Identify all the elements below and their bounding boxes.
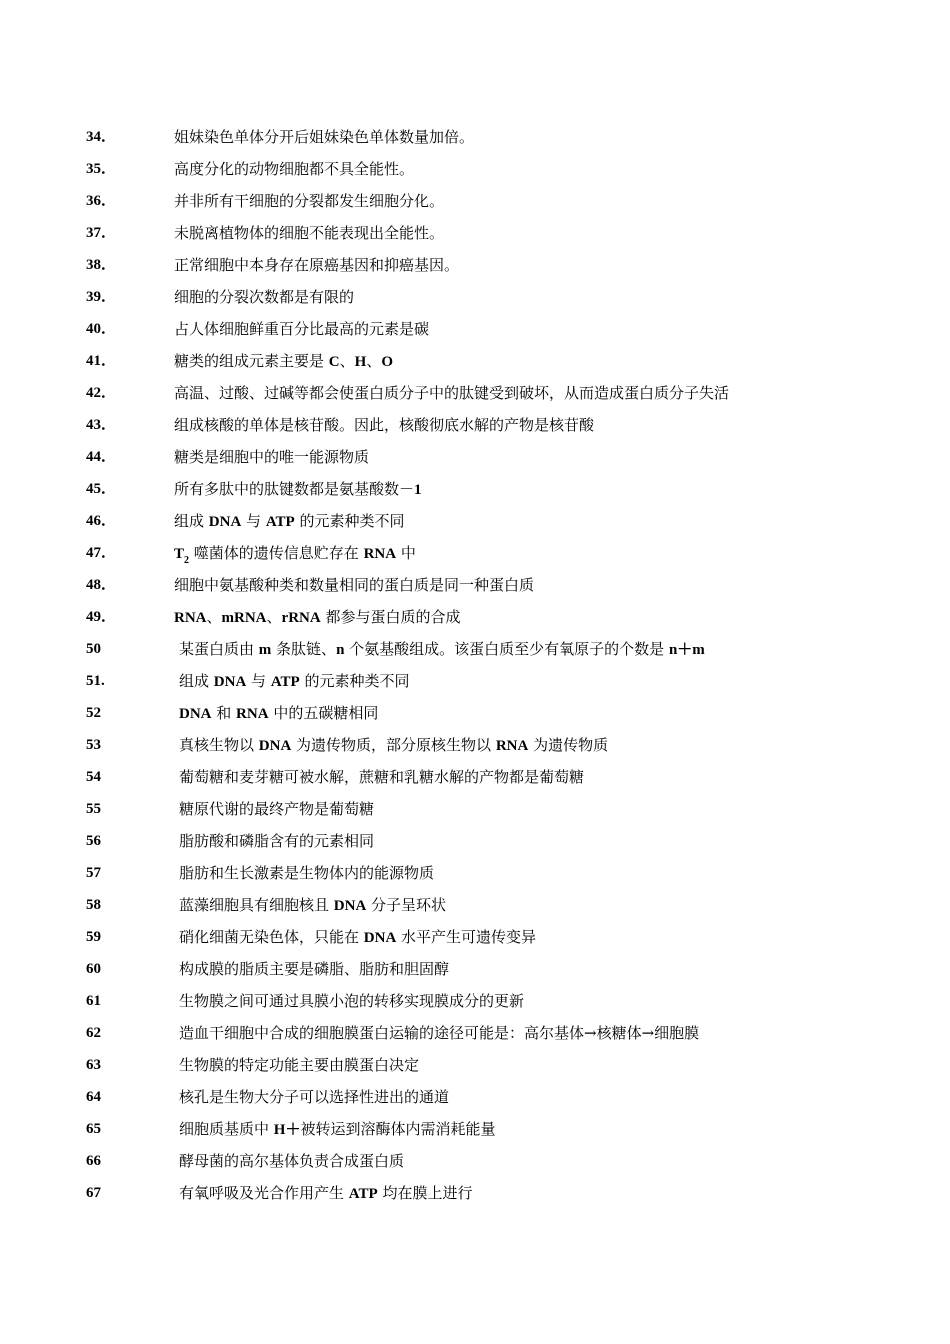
list-item: [0, 697, 950, 729]
bold-term: DNA: [179, 706, 212, 722]
list-item: [0, 889, 950, 921]
list-item: [0, 729, 950, 761]
list-item: [0, 409, 950, 441]
item-text: [179, 793, 374, 825]
item-number: 39．: [86, 289, 117, 305]
item-number: 48．: [86, 577, 117, 593]
item-number: 35．: [86, 161, 117, 177]
bold-term: DNA: [363, 930, 397, 946]
list-item: [0, 665, 950, 697]
text-segment: 细胞中氨基酸种类和数量相同的蛋白质是同一种蛋白质: [174, 576, 535, 594]
text-segment: 正常细胞中本身存在原癌基因和抑癌基因。: [174, 256, 460, 274]
item-number: 63: [86, 1057, 101, 1073]
text-segment: 组成: [179, 672, 214, 690]
item-number: 49．: [86, 609, 117, 625]
list-item: [0, 1081, 950, 1113]
item-text: [179, 1049, 419, 1081]
text-segment: 占人体细胞鲜重百分比最高的元素是碳: [174, 320, 430, 338]
bold-term: O: [381, 354, 393, 370]
list-item: [0, 345, 950, 377]
bold-term: T: [174, 546, 185, 562]
bold-term: n＋m: [668, 642, 705, 658]
bold-term: H: [354, 354, 367, 370]
text-segment: 所有多肽中的肽键数都是氨基酸数－: [174, 480, 415, 498]
item-number: 36．: [86, 193, 117, 209]
item-text: [174, 569, 534, 601]
item-number: 47．: [86, 545, 117, 561]
text-segment: 的元素种类不同: [294, 512, 405, 530]
list-item: [0, 537, 950, 569]
bold-term: ATP: [270, 674, 300, 690]
item-number: 43．: [86, 417, 117, 433]
text-segment: 葡萄糖和麦芽糖可被水解，蔗糖和乳糖水解的产物都是葡萄糖: [179, 768, 585, 786]
text-segment: 糖类的组成元素主要是: [174, 352, 329, 370]
item-text: [174, 185, 444, 217]
list-item: [0, 249, 950, 281]
item-text: [179, 857, 434, 889]
list-item: [0, 217, 950, 249]
item-text: [179, 633, 705, 666]
bold-term: m: [258, 642, 272, 658]
item-number: 46．: [86, 513, 117, 529]
bold-term: RNA: [363, 546, 397, 562]
text-segment: 的元素种类不同: [299, 672, 410, 690]
list-item: [0, 121, 950, 153]
text-segment: 被转运到溶酶体内需消耗能量: [300, 1120, 496, 1138]
item-text: [179, 1017, 699, 1049]
text-segment: 和: [211, 704, 237, 722]
list-item: [0, 1145, 950, 1177]
item-number: 62: [86, 1025, 101, 1041]
text-segment: 中: [396, 544, 416, 562]
item-text: [174, 249, 459, 281]
item-text: [174, 313, 429, 345]
text-segment: 高温、过酸、过碱等都会使蛋白质分子中的肽键受到破坏，从而造成蛋白质分子失活: [174, 384, 730, 402]
text-segment: 真核生物以: [179, 736, 259, 754]
item-number: 64: [86, 1089, 101, 1105]
bold-term: ATP: [348, 1186, 378, 1202]
statement-list: [0, 121, 950, 1209]
text-segment: 为遗传物质: [528, 736, 609, 754]
list-item: [0, 153, 950, 185]
text-segment: 某蛋白质由: [179, 640, 259, 658]
text-segment: 脂肪酸和磷脂含有的元素相同: [179, 832, 375, 850]
text-segment: 并非所有干细胞的分裂都发生细胞分化。: [174, 192, 445, 210]
list-item: [0, 281, 950, 313]
item-text: [174, 377, 729, 409]
item-number: 40．: [86, 321, 117, 337]
item-number: 38．: [86, 257, 117, 273]
text-segment: 组成: [174, 512, 209, 530]
item-text: [179, 761, 584, 793]
text-segment: 糖原代谢的最终产物是葡萄糖: [179, 800, 375, 818]
item-text: [174, 281, 354, 313]
item-text: [174, 153, 414, 185]
list-item: [0, 633, 950, 665]
item-number: 59: [86, 929, 101, 945]
item-text: [174, 473, 422, 506]
text-segment: 分子呈环状: [366, 896, 447, 914]
item-number: 67: [86, 1185, 101, 1201]
item-text: [179, 889, 446, 922]
bold-term: DNA: [213, 674, 247, 690]
item-text: [174, 441, 369, 473]
list-item: [0, 793, 950, 825]
item-text: [179, 729, 608, 762]
list-item: [0, 921, 950, 953]
text-segment: 生物膜的特定功能主要由膜蛋白决定: [179, 1056, 420, 1074]
text-segment: 组成核酸的单体是核苷酸。因此，核酸彻底水解的产物是核苷酸: [174, 416, 595, 434]
text-segment: 水平产生可遗传变异: [396, 928, 537, 946]
item-number: 41．: [86, 353, 117, 369]
item-number: 51.: [86, 673, 105, 689]
item-number: 42．: [86, 385, 117, 401]
item-text: [179, 1177, 472, 1210]
item-text: [174, 345, 393, 378]
text-segment: 细胞的分裂次数都是有限的: [174, 288, 355, 306]
item-text: [179, 825, 374, 857]
list-item: [0, 601, 950, 633]
text-segment: 细胞质基质中: [179, 1120, 274, 1138]
item-number: 54: [86, 769, 101, 785]
text-segment: 条肽链、: [271, 640, 337, 658]
item-number: 50: [86, 641, 101, 657]
item-number: 37．: [86, 225, 117, 241]
text-segment: 构成膜的脂质主要是磷脂、脂肪和胆固醇: [179, 960, 450, 978]
item-text: [179, 1113, 495, 1146]
list-item: [0, 377, 950, 409]
item-number: 61: [86, 993, 101, 1009]
item-text: [179, 665, 410, 698]
list-item: [0, 185, 950, 217]
item-text: [179, 953, 449, 985]
text-segment: 有氧呼吸及光合作用产生: [179, 1184, 349, 1202]
bold-term: rRNA: [281, 610, 321, 626]
list-item: [0, 569, 950, 601]
text-segment: 高度分化的动物细胞都不具全能性。: [174, 160, 415, 178]
text-segment: 、: [366, 352, 382, 370]
item-number: 56: [86, 833, 101, 849]
item-number: 44．: [86, 449, 117, 465]
text-segment: 与: [246, 672, 271, 690]
list-item: [0, 505, 950, 537]
bold-term: mRNA: [221, 610, 267, 626]
item-text: [179, 697, 378, 730]
item-number: 66: [86, 1153, 101, 1169]
text-segment: 个氨基酸组成。该蛋白质至少有氧原子的个数是: [344, 640, 669, 658]
list-item: [0, 1049, 950, 1081]
list-item: [0, 953, 950, 985]
item-number: 53: [86, 737, 101, 753]
text-segment: 噬菌体的遗传信息贮存在: [189, 544, 364, 562]
item-text: [174, 505, 405, 538]
text-segment: 酵母菌的高尔基体负责合成蛋白质: [179, 1152, 405, 1170]
list-item: [0, 1177, 950, 1209]
list-item: [0, 313, 950, 345]
text-segment: 均在膜上进行: [377, 1184, 473, 1202]
text-segment: 硝化细菌无染色体，只能在: [179, 928, 364, 946]
text-segment: 都参与蛋白质的合成: [320, 608, 461, 626]
bold-term: C: [328, 354, 340, 370]
item-text: [179, 921, 536, 954]
text-segment: 核孔是生物大分子可以选择性进出的通道: [179, 1088, 450, 1106]
item-text: [174, 217, 444, 249]
text-segment: 蓝藻细胞具有细胞核且: [179, 896, 334, 914]
text-segment: 脂肪和生长激素是生物体内的能源物质: [179, 864, 435, 882]
text-segment: 中的五碳糖相同: [268, 704, 379, 722]
list-item: [0, 825, 950, 857]
list-item: [0, 761, 950, 793]
item-number: 34．: [86, 129, 117, 145]
list-item: [0, 857, 950, 889]
list-item: [0, 985, 950, 1017]
bold-term: ATP: [265, 514, 295, 530]
bold-term: RNA: [174, 610, 207, 626]
text-segment: 、: [266, 608, 282, 626]
subscript-text: 2: [184, 555, 190, 566]
item-number: 60: [86, 961, 101, 977]
bold-term: DNA: [333, 898, 367, 914]
item-number: 52: [86, 705, 101, 721]
text-segment: 姐妹染色单体分开后姐妹染色单体数量加倍。: [174, 128, 475, 146]
text-segment: 造血干细胞中合成的细胞膜蛋白运输的途径可能是：高尔基体→核糖体→细胞膜: [179, 1024, 700, 1042]
bold-term: RNA: [236, 706, 269, 722]
bold-term: 1: [414, 482, 422, 498]
bold-term: DNA: [258, 738, 292, 754]
bold-term: n: [336, 642, 345, 658]
list-item: [0, 1113, 950, 1145]
text-segment: 糖类是细胞中的唯一能源物质: [174, 448, 370, 466]
text-segment: 生物膜之间可通过具膜小泡的转移实现膜成分的更新: [179, 992, 525, 1010]
bold-term: DNA: [208, 514, 242, 530]
list-item: [0, 473, 950, 505]
item-text: [174, 409, 594, 441]
item-number: 45．: [86, 481, 117, 497]
item-text: [174, 121, 474, 153]
item-number: 65: [86, 1121, 101, 1137]
item-text: [179, 1081, 449, 1113]
bold-term: RNA: [495, 738, 529, 754]
list-item: [0, 441, 950, 473]
text-segment: 为遗传物质，部分原核生物以: [291, 736, 496, 754]
item-number: 57: [86, 865, 101, 881]
item-text: [174, 601, 460, 634]
list-item: [0, 1017, 950, 1049]
item-number: 55: [86, 801, 101, 817]
text-segment: 、: [206, 608, 222, 626]
text-segment: 、: [339, 352, 355, 370]
item-text: [179, 985, 524, 1017]
bold-term: H＋: [273, 1122, 301, 1138]
text-segment: 与: [241, 512, 266, 530]
item-text: [179, 1145, 404, 1177]
text-segment: 未脱离植物体的细胞不能表现出全能性。: [174, 224, 445, 242]
item-number: 58: [86, 897, 101, 913]
